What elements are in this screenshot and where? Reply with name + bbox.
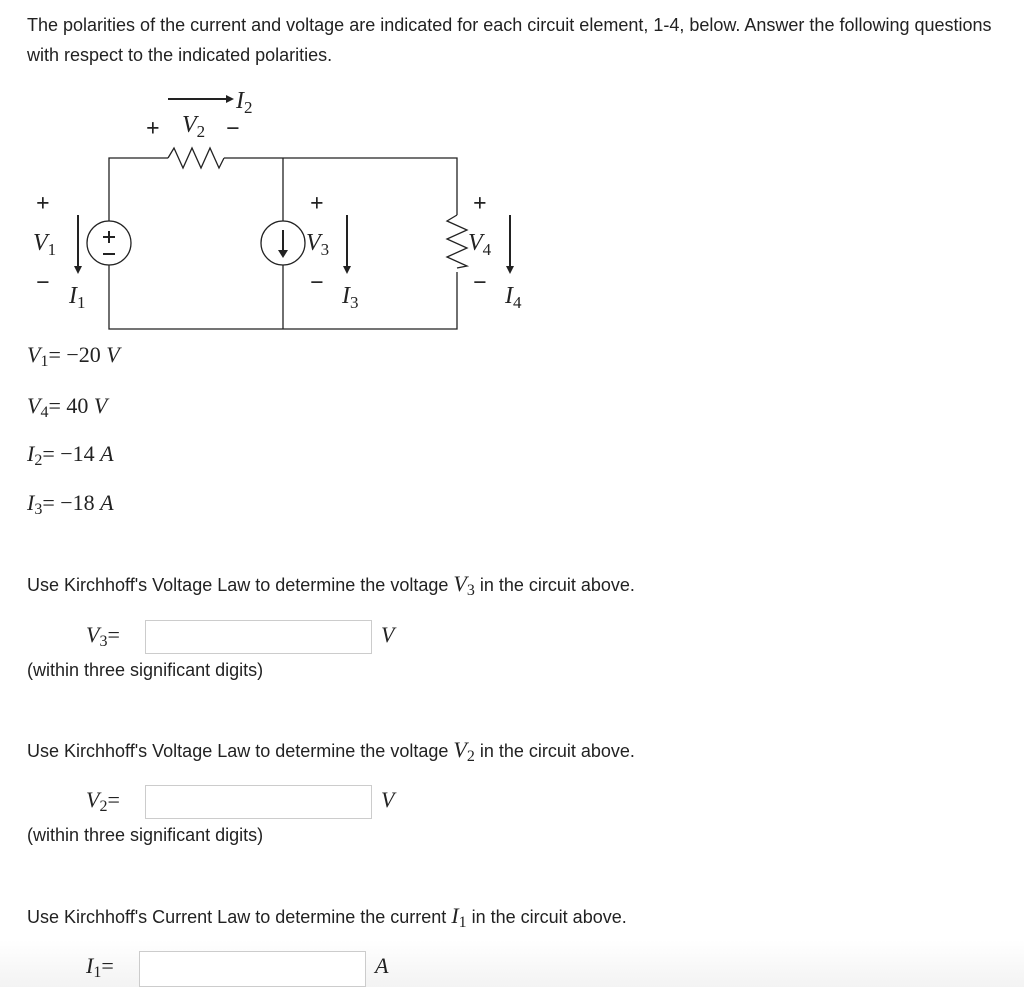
plus-sign: + [473,191,487,217]
label-I1: $I_1$ [69,283,86,312]
problem-intro: The polarities of the current and voltage are indicated for each circuit element, 1-4, below. Answer the following questions with respect to the indicated polarities. [27,15,992,65]
i1-label: $I_1=$ [86,953,114,981]
label-I4: $I_4$ [505,283,522,312]
resistor-2 [168,148,224,168]
plus-sign: + [36,191,50,217]
label-I3: $I_3$ [342,283,359,312]
plus-sign: + [146,116,160,142]
given-value: $I_3= -18$ A [27,490,114,518]
label-V4: $V_4$ [468,230,492,259]
minus-sign: − [310,270,324,296]
given-value: $V_1= -20$ V [27,342,120,370]
question-i1: Use Kirchhoff's Current Law to determine the current $I_1$ in the circuit above. [27,903,627,931]
v3-label: $V_3=$ [86,622,120,650]
circuit-diagram [0,0,560,340]
minus-sign: − [226,116,240,142]
v2-unit: V [381,787,395,812]
plus-sign: + [310,191,324,217]
question-v3: Use Kirchhoff's Voltage Law to determine the voltage $V_3$ in the circuit above. [27,571,635,599]
v3-unit: V [381,622,395,647]
label-V2: $V_2$ [182,112,206,141]
label-V1: $V_1$ [33,230,57,259]
sig-digits-note: (within three significant digits) [27,660,264,680]
label-I2: $I_2$ [236,88,253,117]
sig-digits-note: (within three significant digits) [27,825,264,845]
i1-input[interactable] [139,951,366,987]
minus-sign: − [473,270,487,296]
v2-label: $V_2=$ [86,787,120,815]
i1-unit: A [375,953,389,978]
label-V3: $V_3$ [306,230,330,259]
v2-input[interactable] [145,785,372,819]
minus-sign: − [36,270,50,296]
question-v2: Use Kirchhoff's Voltage Law to determine the voltage $V_2$ in the circuit above. [27,737,635,765]
given-value: $V_4= 40$ V [27,393,108,421]
resistor-4 [447,215,467,268]
v3-input[interactable] [145,620,372,654]
given-value: $I_2= -14$ A [27,441,114,469]
